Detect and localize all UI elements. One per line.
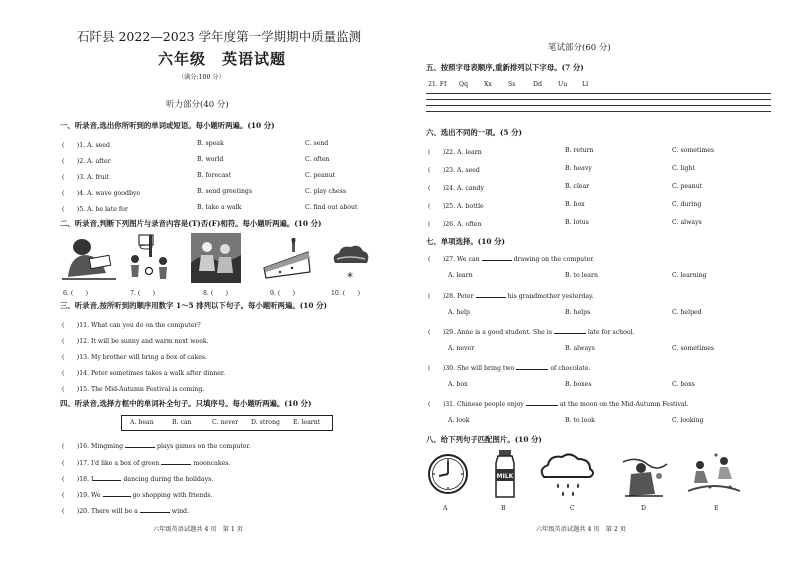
q27-text-end: drawing on the computer. [513,256,595,263]
q15: ( )15. The Mid-Autumn Festival is coming. [62,386,205,393]
section-5-heading: 五、按照字母表顺序,重新排列以下字母。(7 分) [426,63,584,72]
q19-text-end: go shopping with friends. [132,492,213,499]
q4-b: B. send greetings [197,188,253,195]
q27-a: A. learn [448,272,473,279]
q22-a: ( )22. A. learn [428,149,482,156]
page-2-footer: 六年级英语试题共 4 页 第 2 页 [536,526,626,533]
section-4-heading: 四、听录音,选择方框中的单词补全句子。只填序号。每小题听两遍。(10 分) [60,399,312,408]
q24-c: C. peanut [672,183,703,190]
birthday-cake-icon [260,238,314,280]
q20-text: ( )20. There will be a [62,508,138,515]
q17 [62,458,230,467]
q3-a: ( )3. A. fruit [62,174,110,181]
q24-b: B. clear [565,183,590,190]
clock-icon [427,450,469,498]
gardening-people-icon [191,233,241,283]
q17-text-end: mooncakes. [193,460,231,467]
q23-a: ( )23. A. seed [428,167,480,174]
q18-text: ( )18. I [62,476,94,483]
q1-c: C. send [305,140,329,147]
q20-text-end: wind. [171,508,189,515]
q18-text-end: dancing during the holidays. [123,476,214,483]
q27-b: B. to learn [565,272,598,279]
q26-c: C. always [672,219,702,226]
q28-b: B. helps [565,309,591,316]
q11: ( )11. What can you do on the computer? [62,322,201,329]
picture-label-e: E [714,505,719,512]
letter-ll: Ll [582,81,589,88]
svg-text:*: * [347,270,353,283]
q5-c: C. find out about [305,204,358,211]
letter-uu: Uu [558,81,568,88]
q2-b: B. world [197,156,224,163]
q1-a: ( )1. A. seed [62,142,110,149]
q31-b: B. to look [565,417,595,424]
milk-label: MILK [496,473,514,480]
q31-blank[interactable] [526,400,558,406]
q13: ( )13. My brother will bring a box of cakes. [62,354,208,361]
q29-blank[interactable] [554,328,586,334]
q3-b: B. forecast [197,172,231,179]
q31 [428,399,689,408]
q5-b: B. take a walk [197,204,242,211]
q28-text: ( )28. Peter [428,293,474,300]
q30-a: A. box [448,381,468,388]
q24-a: ( )24. A. candy [428,185,485,192]
q17-blank[interactable] [161,459,191,465]
exam-title: 六年级 英语试题 [158,50,287,68]
letter-xx: Xx [484,81,492,88]
q23-c: C. light [672,165,695,172]
letter-ss: Ss [508,81,516,88]
q30-blank[interactable] [516,364,548,370]
picture-label-a: A [443,505,448,512]
q10-label: 10. ( ) [331,290,361,297]
cloud-snow-icon [329,243,371,283]
q22-b: B. return [565,147,594,154]
q27 [428,254,595,263]
section-1-heading: 一、听录音,选出你所听到的单词或短语。每小题听两遍。(10 分) [60,121,275,130]
letter-qq: Qq [459,81,469,88]
listening-section-title: 听力部分(40 分) [166,100,229,110]
cloud-rain-icon [536,451,598,501]
writing-line[interactable] [426,111,771,112]
q25-c: C. during [672,201,702,208]
q2-a: ( )2. A. after [62,158,111,165]
picture-label-d: D [641,505,646,512]
q18 [62,474,213,483]
q1-b: B. speak [197,140,224,147]
q20 [62,506,189,515]
q3-c: C. peanut [305,172,336,179]
q8-label: 8. ( ) [203,290,229,297]
q19-text: ( )19. We [62,492,101,499]
q25-b: B. box [565,201,585,208]
q16-text-end: plays games on the computer. [157,443,251,450]
q2-c: C. often [305,156,330,163]
q6-label: 6. ( ) [63,290,89,297]
q27-text: ( )27. We can [428,256,480,263]
writing-line[interactable] [426,105,771,106]
q28 [428,291,594,300]
q7-label: 7. ( ) [130,290,156,297]
full-score: （满分:100 分） [178,74,225,81]
word-bank-option-a: A. bean [130,419,154,426]
q21-lead: 21. Ff [428,81,447,88]
q30-c: C. boxs [672,381,695,388]
q28-text-end: his grandmother yesterday. [507,293,594,300]
section-6-heading: 六、选出不同的一项。(5 分) [426,128,523,137]
q18-blank[interactable] [93,475,121,481]
picture-label-b: B [501,505,506,512]
q29-text: ( )29. Anne is a good student. She is [428,329,552,336]
q16-text: ( )16. Mingming [62,443,124,450]
writing-line[interactable] [426,93,771,94]
q31-a: A. look [448,417,470,424]
q28-blank[interactable] [476,292,506,298]
q9-label: 9. ( ) [270,290,296,297]
reading-person-icon [60,233,118,281]
q19 [62,490,213,499]
q31-text: ( )31. Chinese people enjoy [428,401,524,408]
kids-playing-icon [686,451,742,499]
word-bank-option-d: D. strong [251,419,280,426]
page-1-footer: 六年级英语试题共 4 页 第 1 页 [153,526,243,533]
q22-c: C. sometimes [672,147,715,154]
q30-b: B. boxes [565,381,592,388]
q28-a: A. help [448,309,470,316]
q26-b: B. lotus [565,219,589,226]
q16 [62,441,251,450]
q31-text-end: at the moon on the Mid-Autumn Festival. [559,401,689,408]
q29-text-end: late for school. [587,329,635,336]
word-bank-option-e: E. learnt [293,419,321,426]
q30-text-end: of chocolate. [550,365,591,372]
q23-b: B. heavy [565,165,592,172]
q29-b: B. always [565,345,595,352]
q12: ( )12. It will be sunny and warm next week. [62,338,209,345]
q4-c: C. play chess [305,188,347,195]
basketball-kids-icon [127,233,177,283]
q29-a: A. never [448,345,475,352]
q4-a: ( )4. A. wave goodbye [62,190,141,197]
q26-a: ( )26. A. often [428,221,482,228]
q30 [428,363,590,372]
q27-blank[interactable] [482,255,512,261]
letter-dd: Dd [533,81,542,88]
q14: ( )14. Peter sometimes takes a walk after dinner. [62,370,226,377]
q29 [428,327,635,336]
milk-bottle-icon [490,449,520,499]
word-bank-option-c: C. never [212,419,239,426]
word-bank-option-b: B. can [172,419,192,426]
q27-c: C. learning [672,272,707,279]
q28-c: C. helped [672,309,702,316]
q31-c: C. looking [672,417,704,424]
q30-text: ( )30. She will bring two [428,365,515,372]
exam-header: 石阡县 2022—2023 学年度第一学期期中质量监测 [77,29,362,44]
q17-text: ( )17. I'd like a box of green [62,460,160,467]
section-3-heading: 三、听录音,按所听到的顺序用数字 1～5 排列以下句子。每小题听两遍。(10 分) [60,301,327,310]
picture-label-c: C [570,505,575,512]
section-2-heading: 二、听录音,判断下列图片与录音内容是(T)否(F)相符。每小题听两遍。(10 分) [60,219,322,228]
q16-blank[interactable] [125,442,155,448]
section-7-heading: 七、单项选择。(10 分) [426,237,505,246]
q19-blank[interactable] [103,491,131,497]
writing-line[interactable] [426,99,771,100]
q20-blank[interactable] [140,507,170,513]
q5-a: ( )5. A. be late for [62,206,128,213]
section-8-heading: 八、给下列句子匹配图片。(10 分) [426,435,542,444]
windy-kids-icon [617,452,671,500]
q29-c: C. sometimes [672,345,715,352]
q25-a: ( )25. A. bottle [428,203,484,210]
written-section-title: 笔试部分(60 分) [548,43,611,53]
